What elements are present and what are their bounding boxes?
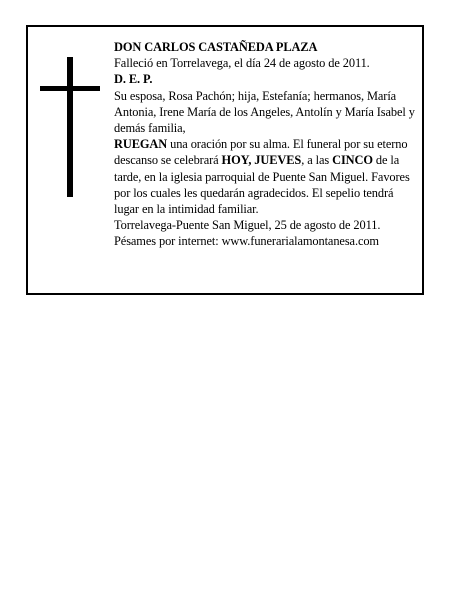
funeral-text-2: , a las bbox=[301, 153, 333, 168]
funeral-paragraph bbox=[114, 136, 420, 217]
funeral-text-1: una oración por su alma. El funeral por su eterno descanso se celebrará bbox=[114, 137, 408, 168]
cross-icon bbox=[40, 57, 100, 197]
cinco-word: CINCO bbox=[332, 153, 373, 168]
condolences-line: Pésames por internet: www.funerarialamontanesa.com bbox=[114, 234, 379, 249]
obituary-text bbox=[114, 39, 420, 250]
cross-horizontal-bar bbox=[40, 86, 100, 91]
ruegan-word: RUEGAN bbox=[114, 137, 168, 152]
hoy-jueves: HOY, JUEVES bbox=[221, 153, 302, 168]
deceased-name: DON CARLOS CASTAÑEDA PLAZA bbox=[114, 40, 318, 54]
cross-vertical-bar bbox=[67, 57, 73, 197]
place-date-line: Torrelavega-Puente San Miguel, 25 de agosto de 2011. bbox=[114, 218, 381, 233]
family-paragraph: Su esposa, Rosa Pachón; hija, Estefanía; hermanos, María Antonia, Irene María de los Angeles, Antolín y María Isabel y demás familia, bbox=[114, 88, 415, 136]
rip-line: D. E. P. bbox=[114, 72, 153, 87]
funeral-text-3: de la tarde, en la iglesia parroquial de Puente San Miguel. Favores por los cuales les quedarán agradecidos. El sepelio tendrá lugar en la intimidad familiar. bbox=[114, 153, 410, 217]
death-line: Falleció en Torrelavega, el día 24 de agosto de 2011. bbox=[114, 56, 370, 71]
obituary-notice bbox=[26, 25, 424, 295]
